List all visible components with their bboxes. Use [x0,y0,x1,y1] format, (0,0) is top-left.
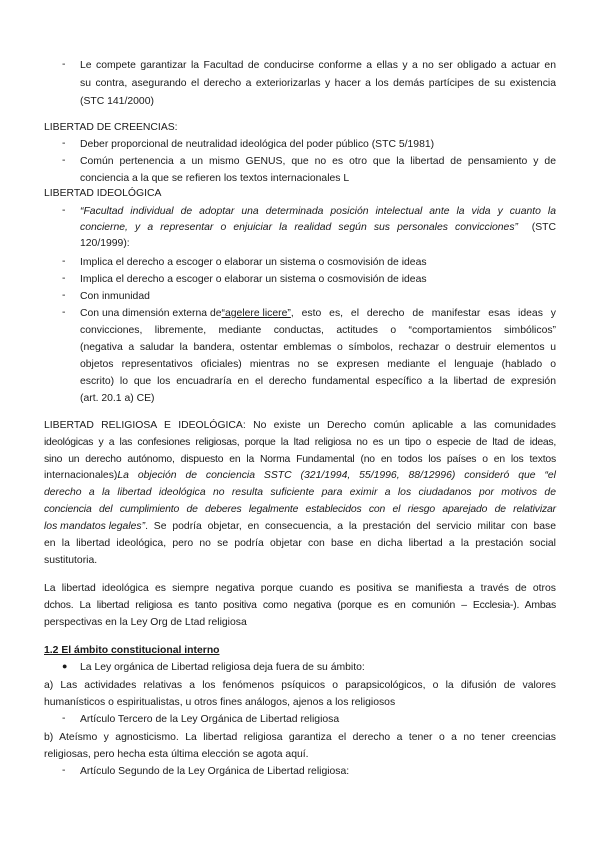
body-line: sino un derecho autónomo, dispuesto en la Norma Fundamental (no en todos los países o en los textos [44,454,556,465]
dash-bullet: - [62,765,66,776]
section-heading: LIBERTAD IDEOLÓGICA [44,188,162,199]
body-line-row [44,469,556,483]
list-item: Implica el derecho a escoger o elaborar un sistema o cosmovisión de ideas [80,257,427,268]
item-text: Con una dimensión externa de [80,308,222,319]
list-item: Común pertenencia a un mismo GENUS, que no es otro que la libertad de pensamiento y de [80,156,556,167]
body-line: (STC 141/2000) [80,96,154,107]
list-item [80,307,556,321]
body-line: a) Las actividades relativas a los fenómenos psíquicos o parapsicológicos, o la difusión de valores [44,680,556,691]
body-line: objetos representativos oficiales) mientras no se expresen mediante el lenguaje (hablado o [80,359,556,370]
body-line: Le compete garantizar la Facultad de conducirse conforme a ellas y a no ser obligado a actuar en [80,60,556,71]
body-line: religiosas, pero hecha esta última elección se agota aquí. [44,749,309,760]
quote-reference: (STC [531,222,556,233]
italic-text: los mandatos legales” [44,521,146,532]
body-text: . Se podría objetar, en consecuencia, a la prestación del servicio militar con base [145,521,556,532]
body-line: sustitutoria. [44,555,98,566]
body-line: (negativa a saludar la bandera, ostentar emblemas o símbolos, rechazar o destruir elementos u [80,342,556,353]
body-line: en la libertad ideológica, pero no se podría objetar con base en dicha libertad a la prestación social [44,538,556,549]
section-heading: 1.2 El ámbito constitucional interno [44,645,220,656]
body-line: perspectivas en la Ley Org de Ltad religiosa [44,617,247,628]
body-line: convicciones, libremente, mediante conductas, actitudes o “comportamientos simbólicos” [80,325,556,336]
quote-line: concierne, y a representar o enjuiciar la realidad según sus personales convicciones” [80,222,518,233]
body-line: La libertad ideológica es siempre negativa porque cuando es positiva se manifiesta a través de otros [44,583,556,594]
italic-line: conciencia del cumplimiento de deberes legalmente establecidos con el riesgo aparejado de relativizar [44,504,556,515]
quote-line-row [80,221,556,235]
list-item: Artículo Segundo de la Ley Orgánica de Libertad religiosa: [80,766,350,777]
dash-bullet: - [62,59,66,70]
dash-bullet: - [62,290,66,301]
dash-bullet: - [62,256,66,267]
latin-term: “agelere licere” [221,308,291,319]
italic-text: La objeción de conciencia SSTC (321/1994, 55/1996, 88/12996) consideró que “el [117,470,556,481]
body-line: humanísticos o espiritualistas, u otros fines análogos, ajenos a los religiosos [44,697,396,708]
item-text: , esto es, el derecho de manifestar esas ideas y [290,308,556,319]
body-text: internacionales) [44,470,118,481]
list-item: Artículo Tercero de la Ley Orgánica de Libertad religiosa [80,714,340,725]
italic-line: derecho a la libertad ideológica no resulta suficiente para eximir a los ciudadanos por motivos de [44,487,556,498]
body-line: ideológicas y a las confesiones religiosas, porque la ltad religiosa no es un tipo o especie de ltad de ideas, [44,437,556,448]
quote-reference: 120/1999): [80,238,130,249]
body-line: su contra, asegurando el derecho a exteriorizarlas y hacer a los demás partícipes de su existencia [80,78,556,89]
list-item: Deber proporcional de neutralidad ideológica del poder público (STC 5/1981) [80,139,435,150]
body-line: LIBERTAD RELIGIOSA E IDEOLÓGICA: No existe un Derecho común aplicable a las comunidades [44,420,556,431]
bullet-dot-icon: ● [62,661,68,671]
body-line: dchos. La libertad religiosa es tanto positiva como negativa (porque es en comunión – Ecclesia-). Ambas [44,600,556,611]
list-item: Con inmunidad [80,291,150,302]
body-line-row [44,520,556,534]
dash-bullet: - [62,713,66,724]
body-line: b) Ateísmo y agnosticismo. La libertad religiosa garantiza el derecho a tener o a no tener creencias [44,732,556,743]
section-heading: LIBERTAD DE CREENCIAS: [44,122,178,133]
dash-bullet: - [62,155,66,166]
quote-line: “Facultad individual de adoptar una determinada posición intelectual ante la vida y cuanto la [80,206,556,217]
dash-bullet: - [62,273,66,284]
body-line: escrito) lo que los encuadraría en el derecho fundamental específico a la libertad de expresión [80,376,556,387]
dash-bullet: - [62,205,66,216]
list-item: Implica el derecho a escoger o elaborar un sistema o cosmovisión de ideas [80,274,427,285]
list-item: La Ley orgánica de Libertad religiosa deja fuera de su ámbito: [80,662,365,673]
dash-bullet: - [62,307,66,318]
dash-bullet: - [62,138,66,149]
body-line: conciencia a la que se refieren los textos internacionales L [80,173,350,184]
body-line: (art. 20.1 a) CE) [80,393,155,404]
